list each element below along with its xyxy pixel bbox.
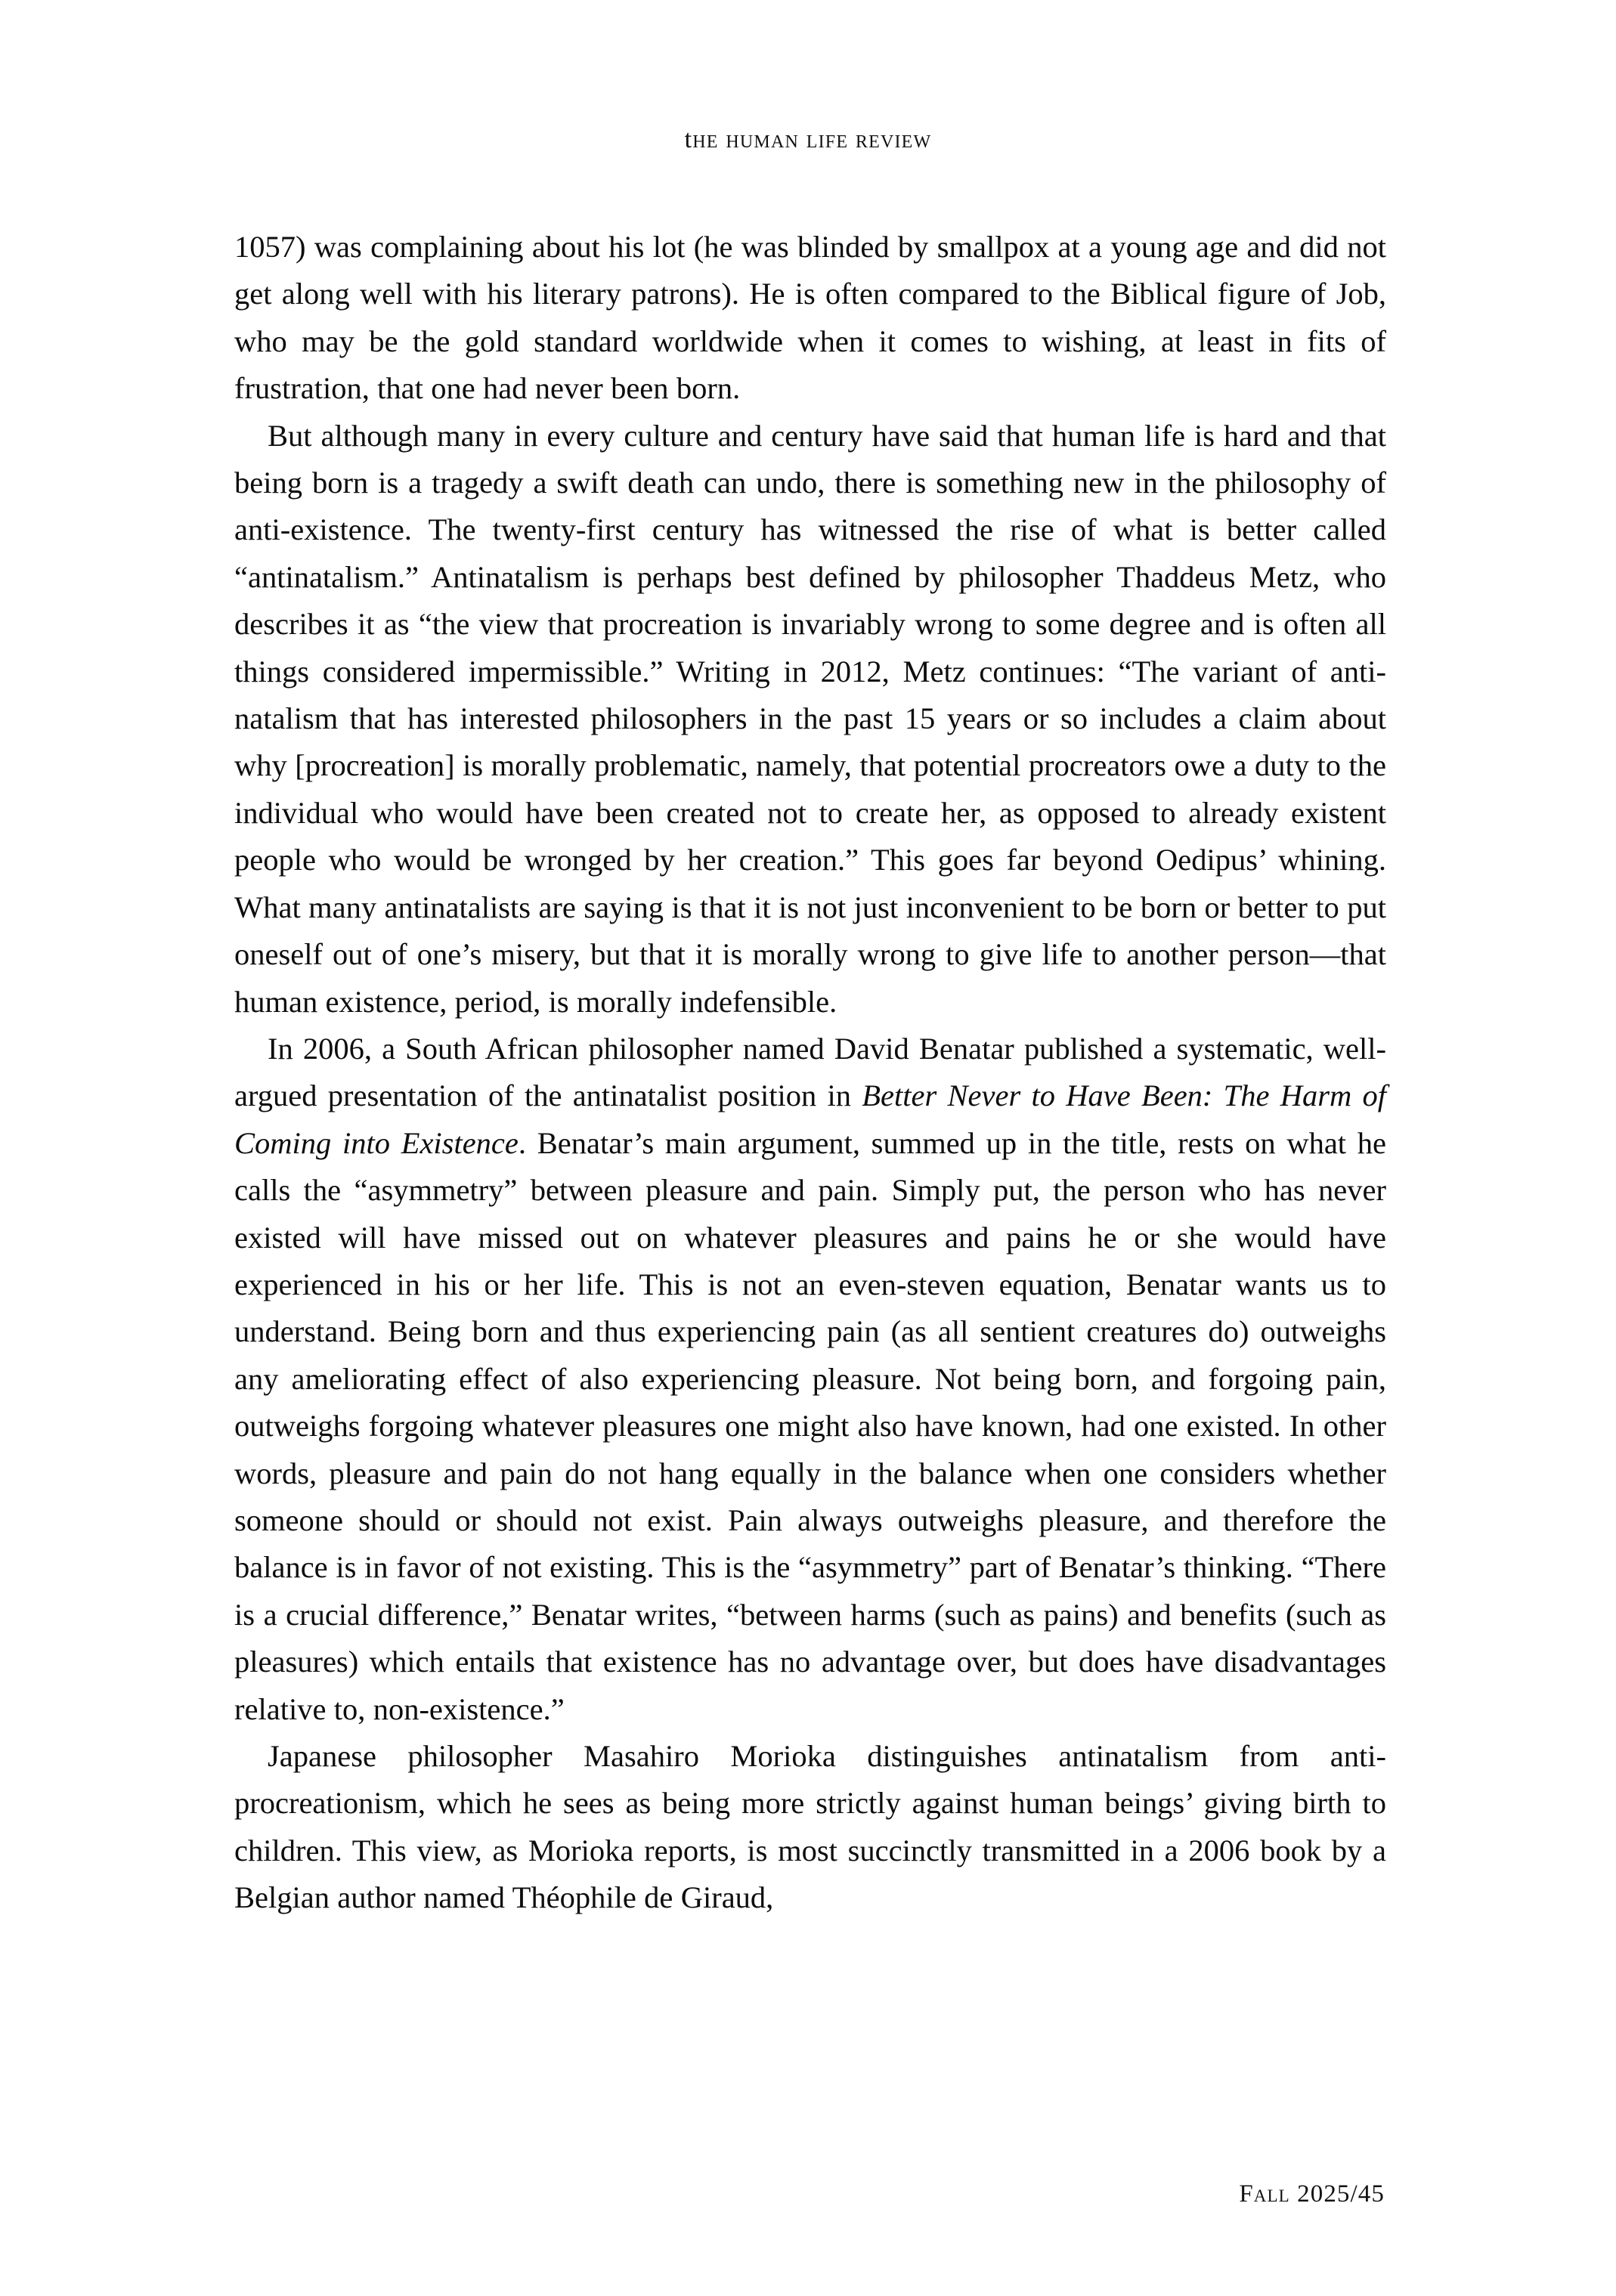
benatar-text-before-title: In 2006, a South African philosopher named David Benatar published a systematic, well-argued presentation of the antinatalist position in: [234, 1031, 1386, 1113]
paragraph-oedipus-job: 1057) was complaining about his lot (he was blinded by smallpox at a young age and did not get along well with his literary patrons). He is often compared to the Biblical figure of Job, who may be the gold standard worldwide when it comes to wishing, at least in fits of frustration, that one had never been born.: [234, 230, 1386, 406]
paragraph-morioka: Japanese philosopher Masahiro Morioka distinguishes antinatalism from anti-procreationism, which he sees as being more strictly against human beings’ giving birth to children. This view, as Morioka reports, is most succinctly transmitted in a 2006 book by a Belgian author named Théophile de Giraud,: [234, 1739, 1386, 1915]
paragraph-benatar: [234, 1026, 1386, 1733]
body-text-block: [234, 224, 1386, 1922]
running-head-title: the human life review: [684, 125, 932, 153]
book-title-better-never-to-have-been: Better Never to Have Been: The Harm of Coming into Existence: [234, 1078, 1386, 1160]
benatar-text-after-title: . Benatar’s main argument, summed up in the title, rests on what he calls the “asymmetry” between pleasure and pain. Simply put, the person who has never existed will have missed out on whatever pleasures and pains he or she would have experienced in his or her life. This is not an even-steven equation, Benatar wants us to understand. Being born and thus experiencing pain (as all sentient creatures do) outweighs any ameliorating effect of also experiencing pleasure. Not being born, and forgoing pain, outweighs forgoing whatever pleasures one might also have known, had one existed. In other words, pleasure and pain do not hang equally in the balance when one considers whether someone should or should not exist. Pain always outweighs pleasure, and therefore the balance is in favor of not existing. This is the “asymmetry” part of Benatar’s thinking. “There is a crucial difference,” Benatar writes, “between harms (such as pains) and benefits (such as pleasures) which entails that existence has no advantage over, but does have disadvantages relative to, non-existence.”: [234, 1125, 1387, 1726]
page-folio: Fall 2025/45: [1239, 2180, 1385, 2208]
paragraph-antinatalism-metz: But although many in every culture and century have said that human life is hard and that being born is a tragedy a swift death can undo, there is something new in the philosophy of anti-existence. The twenty-first century has witnessed the rise of what is better called “antinatalism.” Antinatalism is perhaps best defined by philosopher Thaddeus Metz, who describes it as “the view that procreation is invariably wrong to some degree and is often all things considered impermissible.” Writing in 2012, Metz continues: “The variant of anti-natalism that has interested philosophers in the past 15 years or so includes a claim about why [procreation] is morally problematic, namely, that potential procreators owe a duty to the individual who would have been created not to create her, as opposed to already existent people who would be wronged by her creation.” This goes far beyond Oedipus’ whining. What many antinatalists are saying is that it is not just inconvenient to be born or better to put oneself out of one’s misery, but that it is morally wrong to give life to another person—that human existence, period, is morally indefensible.: [234, 418, 1386, 1019]
